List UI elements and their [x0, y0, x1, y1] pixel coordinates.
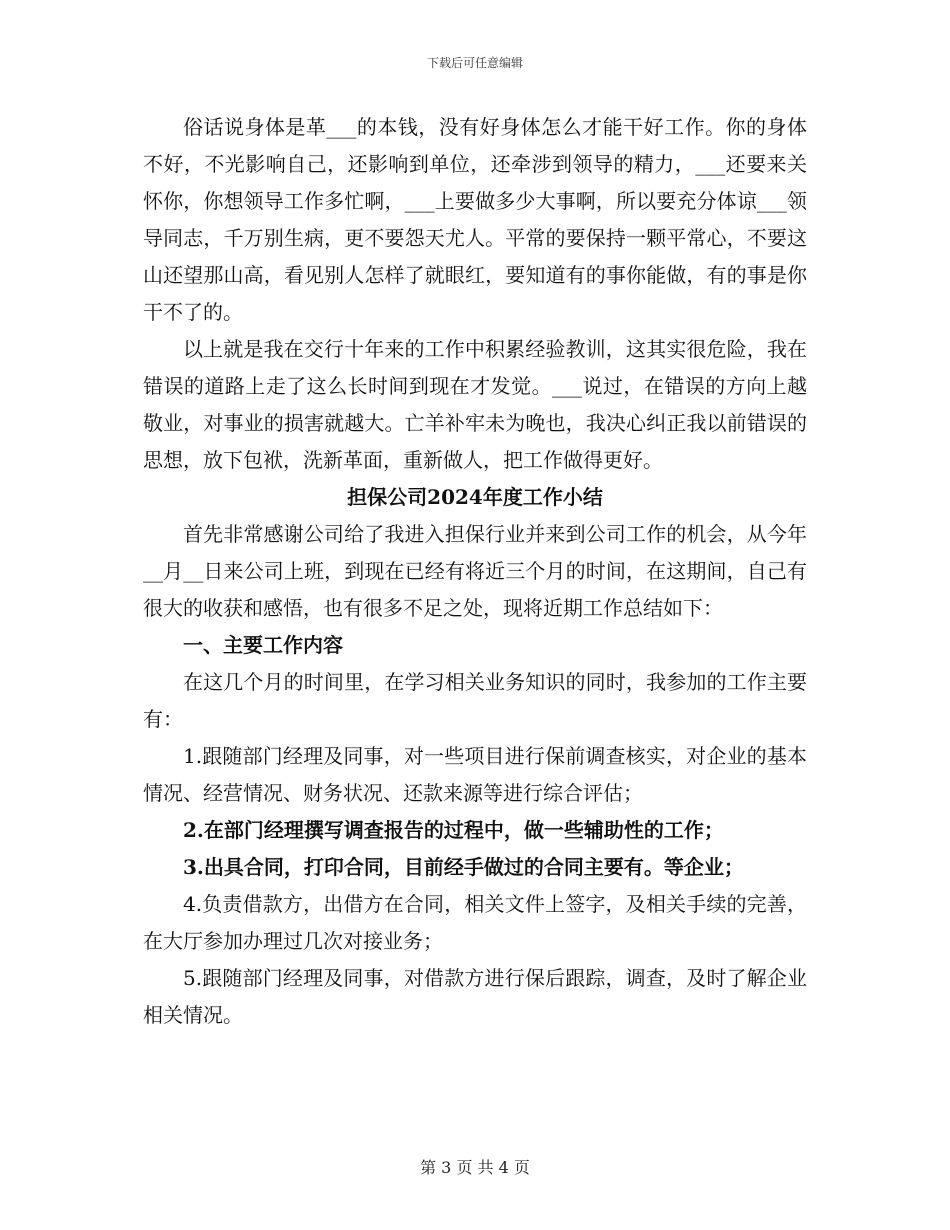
list-item-5: 5.跟随部门经理及同事，对借款方进行保后跟踪，调查，及时了解企业相关情况。	[143, 966, 807, 1027]
paragraph-lessons: 以上就是我在交行十年来的工作中积累经验教训，这其实很危险，我在错误的道路上走了这么长时间到现在才发觉。___说过，在错误的方向上越敬业，对事业的损害就越大。亡羊补牢未为晚也，我决心纠正我以前错误的思想，放下包袱，洗新革面，重新做人，把工作做得更好。	[143, 337, 807, 472]
subheading-main-work: 一、主要工作内容	[183, 633, 343, 657]
page-number: 第 3 页 共 4 页	[420, 1158, 530, 1177]
page-header: 下载后可任意编辑	[426, 56, 523, 70]
list-item-3: 3.出具合同，打印合同，目前经手做过的合同主要有。等企业；	[183, 855, 744, 879]
document-body	[143, 109, 807, 1034]
list-item-1: 1.跟随部门经理及同事，对一些项目进行保前调查核实，对企业的基本情况、经营情况、财务状况、还款来源等进行综合评估；	[143, 744, 807, 805]
paragraph-work-overview: 在这几个月的时间里，在学习相关业务知识的同时，我参加的工作主要有：	[143, 670, 807, 731]
paragraph-health: 俗话说身体是革___的本钱，没有好身体怎么才能干好工作。你的身体不好，不光影响自己，还影响到单位，还牵涉到领导的精力，___还要来关怀你，你想领导工作多忙啊，___上要做多少大事啊，所以要充分体谅___领导同志，千万别生病，更不要怨天尤人。平常的要保持一颗平常心，不要这山还望那山高，看见别人怎样了就眼红，要知道有的事你能做，有的事是你干不了的。	[143, 115, 807, 324]
paragraph-intro: 首先非常感谢公司给了我进入担保行业并来到公司工作的机会，从今年__月__日来公司上班，到现在已经有将近三个月的时间，在这期间，自己有很大的收获和感悟，也有很多不足之处，现将近期工作总结如下：	[143, 522, 807, 620]
section-title: 担保公司2024年度工作小结	[347, 485, 603, 509]
list-item-2: 2.在部门经理撰写调查报告的过程中，做一些辅助性的工作；	[183, 818, 724, 842]
list-item-4: 4.负责借款方，出借方在合同，相关文件上签字，及相关手续的完善，在大厅参加办理过几次对接业务；	[143, 892, 807, 953]
